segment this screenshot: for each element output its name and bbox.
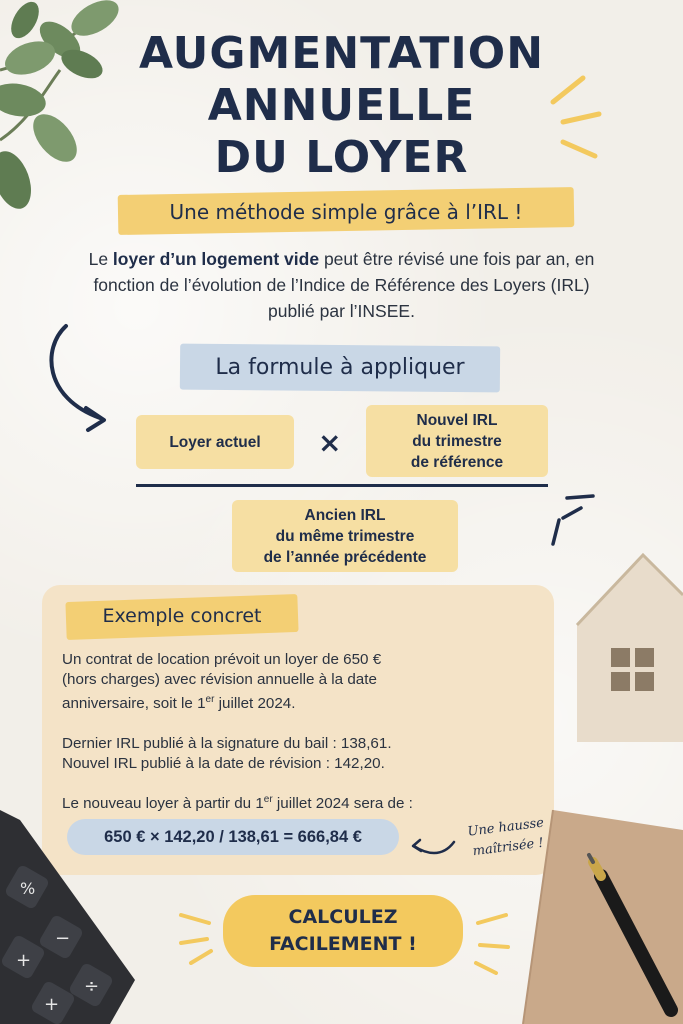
hausse-line-2: maîtrisée ! <box>471 835 545 860</box>
subtitle-text: Une méthode simple grâce à l’IRL ! <box>169 200 523 224</box>
formula-heading: La formule à appliquer <box>215 355 465 380</box>
result-text: 650 € × 142,20 / 138,61 = 666,84 € <box>104 827 362 846</box>
cta-line-2: FACILEMENT ! <box>269 933 417 955</box>
old-irl-box <box>232 500 458 572</box>
new-irl-line-1: Nouvel IRL <box>416 411 498 429</box>
old-irl-line-1: Ancien IRL <box>304 506 386 524</box>
current-rent-label: Loyer actuel <box>169 433 261 451</box>
example-p3-end: juillet 2024 sera de : <box>272 795 413 812</box>
example-p1-line-2: (hors charges) avec révision annuelle à la date <box>62 671 377 688</box>
svg-text:+: + <box>16 950 32 971</box>
cta-line-1: CALCULEZ <box>288 906 398 928</box>
old-irl-line-2: du même trimestre <box>275 527 415 545</box>
formula-rays-icon <box>545 490 605 550</box>
new-irl-line-2: du trimestre <box>412 432 502 450</box>
notebook-pen-icon <box>493 800 683 1024</box>
svg-text:%: % <box>20 879 36 898</box>
curved-arrow-icon <box>38 318 118 433</box>
cta-rays-left-icon <box>175 905 225 965</box>
cta-rays-right-icon <box>466 905 516 975</box>
fraction-line <box>136 484 548 487</box>
svg-text:÷: ÷ <box>84 976 100 997</box>
wooden-house-icon <box>573 550 683 750</box>
calculate-button[interactable] <box>223 895 463 967</box>
new-irl-line-3: de référence <box>410 453 504 471</box>
svg-text:−: − <box>55 928 71 949</box>
old-irl-line-3: de l’année précédente <box>263 548 427 566</box>
hausse-line-1: Une hausse <box>466 815 545 840</box>
example-p1-line-3 <box>62 690 381 714</box>
title-line-2: ANNUELLE <box>207 80 476 131</box>
title-line-3: DU LOYER <box>214 132 469 183</box>
svg-text:+: + <box>44 994 60 1015</box>
new-irl-box <box>366 405 548 477</box>
calculator-icon <box>0 810 140 1024</box>
example-heading: Exemple concret <box>102 605 262 627</box>
example-p1-line-1: Un contrat de location prévoit un loyer de 650 € <box>62 651 382 668</box>
example-p1-end: juillet 2024. <box>214 695 296 712</box>
title-rays-icon <box>545 70 615 170</box>
example-p3-sup: er <box>263 794 273 805</box>
intro-bold: loyer d’un logement vide <box>112 249 320 269</box>
example-p1-line-3-text: anniversaire, soit le 1 <box>62 695 206 712</box>
multiply-icon: × <box>318 426 342 459</box>
example-paragraph-1 <box>62 650 381 714</box>
example-p1-sup: er <box>205 694 215 705</box>
example-p2-line-1: Dernier IRL publié à la signature du bail : 138,61. <box>62 735 392 752</box>
example-p3-start: Le nouveau loyer à partir du 1 <box>62 795 264 812</box>
intro-part-2: peut être révisé une fois par an, en fonction de l’évolution de l’Indice de Référence des Loyers (IRL) publié par l’INSEE. <box>93 249 595 321</box>
intro-paragraph <box>70 246 613 324</box>
example-p2-line-2: Nouvel IRL publié à la date de révision : 142,20. <box>62 755 385 772</box>
title-line-1: AUGMENTATION <box>138 28 545 79</box>
intro-part-1: Le <box>88 249 113 269</box>
example-paragraph-2 <box>62 734 392 774</box>
current-rent-box <box>136 415 294 469</box>
